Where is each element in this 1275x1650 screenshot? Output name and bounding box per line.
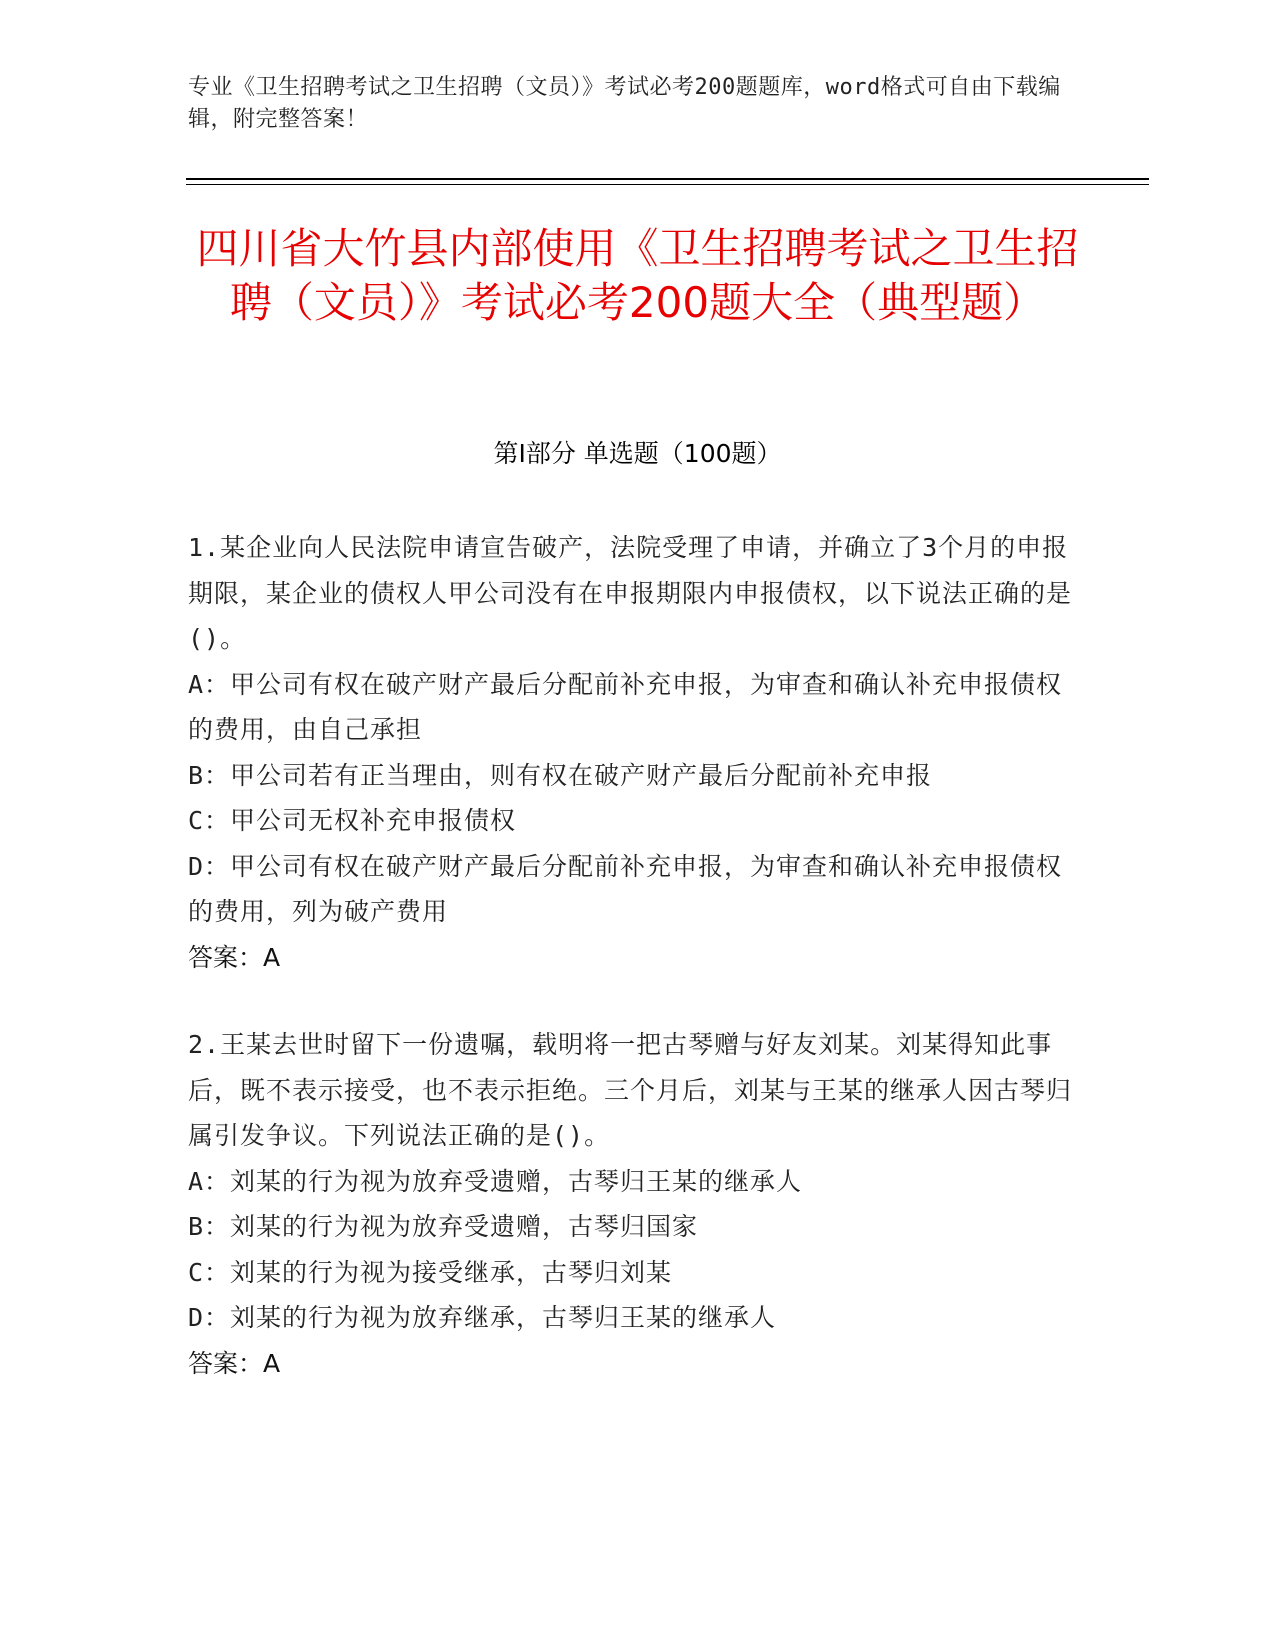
option-c: C：刘某的行为视为接受继承，古琴归刘某 (188, 1257, 673, 1287)
option-d: D：甲公司有权在破产财产最后分配前补充申报，为审查和确认补充申报债权的费用，列为破产费用 (188, 851, 1063, 926)
header-divider-thick (186, 178, 1149, 180)
document-title: 四川省大竹县内部使用《卫生招聘考试之卫生招聘（文员）》考试必考200题大全（典型题） (196, 224, 1079, 327)
option-b: B：刘某的行为视为放弃受遗赠，古琴归国家 (188, 1212, 699, 1241)
option-a: A：甲公司有权在破产财产最后分配前补充申报，为审查和确认补充申报债权的费用，由自己承担 (188, 669, 1063, 744)
question-stem: 1.某企业向人民法院申请宣告破产，法院受理了申请，并确立了3个月的申报期限，某企业的债权人甲公司没有在申报期限内申报债权，以下说法正确的是()。 (188, 533, 1073, 653)
answer: 答案：A (188, 942, 281, 972)
header-divider-thin (186, 184, 1149, 185)
answer: 答案：A (188, 1348, 281, 1378)
option-c: C：甲公司无权补充申报债权 (188, 806, 517, 835)
option-a: A：刘某的行为视为放弃受遗赠，古琴归王某的继承人 (188, 1166, 803, 1196)
question-2 (188, 1022, 1078, 1386)
option-b: B：甲公司若有正当理由，则有权在破产财产最后分配前补充申报 (188, 760, 933, 790)
section-heading: 第Ⅰ部分 单选题（100题） (493, 439, 782, 468)
header-note: 专业《卫生招聘考试之卫生招聘（文员）》考试必考200题题库，word格式可自由下载编辑，附完整答案！ (188, 75, 1061, 132)
question-stem: 2.王某去世时留下一份遗嘱，载明将一把古琴赠与好友刘某。刘某得知此事后，既不表示接受，也不表示拒绝。三个月后，刘某与王某的继承人因古琴归属引发争议。下列说法正确的是()。 (188, 1030, 1073, 1150)
option-d: D：刘某的行为视为放弃继承，古琴归王某的继承人 (188, 1303, 777, 1332)
question-1 (188, 525, 1078, 980)
